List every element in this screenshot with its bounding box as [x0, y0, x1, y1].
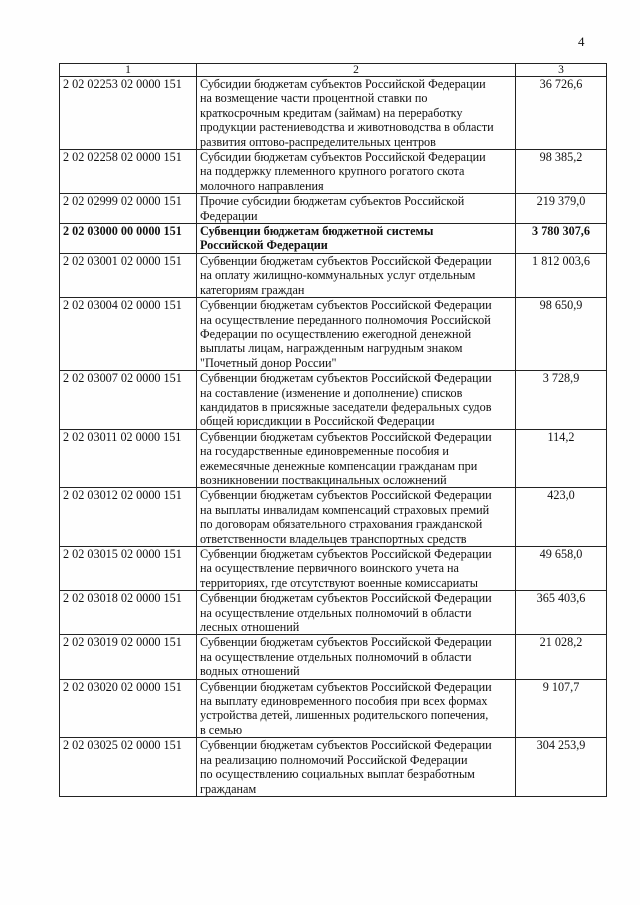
- revenue-item-name-line: кандидатов в присяжные заседатели федеральных судов: [200, 399, 492, 414]
- budget-classification-code: 2 02 03025 02 0000 151: [60, 738, 197, 797]
- revenue-item-name: [197, 77, 516, 150]
- revenue-item-name-line: на поддержку племенного крупного рогатого скота: [200, 164, 465, 179]
- revenue-item-name: [197, 224, 516, 254]
- table-row: [60, 488, 607, 547]
- revenue-item-name-line: Российской Федерации: [200, 238, 328, 253]
- page-number: 4: [578, 34, 585, 49]
- revenue-item-name-line: территориях, где отсутствуют военные комиссариаты: [200, 575, 478, 590]
- budget-classification-code: 2 02 02999 02 0000 151: [60, 194, 197, 224]
- revenue-item-name-line: общей юрисдикции в Российской Федерации: [200, 414, 435, 429]
- amount-thousand-rubles: 49 658,0: [516, 547, 607, 591]
- revenue-item-name: [197, 488, 516, 547]
- amount-thousand-rubles: 98 385,2: [516, 150, 607, 194]
- revenue-item-name-line: на выплаты инвалидам компенсаций страховых премий: [200, 502, 490, 517]
- revenue-item-name-line: выплаты лицам, награжденным нагрудным знаком: [200, 341, 463, 356]
- amount-thousand-rubles: 304 253,9: [516, 738, 607, 797]
- revenue-item-name-line: Субвенции бюджетам субъектов Российской Федерации: [200, 253, 492, 268]
- revenue-item-name-line: продукции растениеводства и животноводства в области: [200, 120, 494, 135]
- table-row: [60, 591, 607, 635]
- budget-classification-code: 2 02 02258 02 0000 151: [60, 150, 197, 194]
- table-row: [60, 635, 607, 679]
- column-number-amount: 3: [516, 64, 607, 77]
- revenue-item-name: [197, 298, 516, 371]
- table-row: [60, 429, 607, 488]
- revenue-item-name-line: Субвенции бюджетам бюджетной системы: [200, 224, 434, 239]
- revenue-item-name-line: на оплату жилищно-коммунальных услуг отдельным: [200, 268, 476, 283]
- revenue-item-name-line: на выплату единовременного пособия при всех формах: [200, 694, 488, 709]
- amount-thousand-rubles: 98 650,9: [516, 298, 607, 371]
- revenue-item-name: [197, 194, 516, 224]
- revenue-item-name-line: на осуществление отдельных полномочий в области: [200, 605, 472, 620]
- revenue-item-name: [197, 547, 516, 591]
- table-row: [60, 679, 607, 738]
- table-row: [60, 77, 607, 150]
- revenue-item-name-line: по осуществлению социальных выплат безработным: [200, 767, 475, 782]
- revenue-item-name-line: Федерации: [200, 208, 258, 223]
- revenue-item-name: [197, 371, 516, 430]
- budget-classification-code: 2 02 03004 02 0000 151: [60, 298, 197, 371]
- revenue-item-name-line: категориям граждан: [200, 282, 305, 297]
- revenue-item-name-line: краткосрочным кредитам (займам) на переработку: [200, 105, 463, 120]
- revenue-item-name-line: по договорам обязательного страхования гражданской: [200, 517, 483, 532]
- revenue-item-name-line: Прочие субсидии бюджетам субъектов Российской: [200, 194, 465, 209]
- revenue-item-name: [197, 591, 516, 635]
- table-row: [60, 253, 607, 297]
- revenue-item-name-line: на реализацию полномочий Российской Федерации: [200, 752, 468, 767]
- table-row: [60, 194, 607, 224]
- revenue-item-name-line: на осуществление переданного полномочия Российской: [200, 312, 491, 327]
- revenue-item-name-line: Субвенции бюджетам субъектов Российской Федерации: [200, 591, 492, 606]
- revenue-item-name-line: устройства детей, лишенных родительского попечения,: [200, 708, 489, 723]
- budget-classification-code: 2 02 03018 02 0000 151: [60, 591, 197, 635]
- budget-classification-code: 2 02 03000 00 0000 151: [60, 224, 197, 254]
- budget-classification-code: 2 02 03007 02 0000 151: [60, 371, 197, 430]
- revenue-item-name: [197, 253, 516, 297]
- amount-thousand-rubles: 3 728,9: [516, 371, 607, 430]
- revenue-item-name-line: ответственности владельцев транспортных средств: [200, 531, 467, 546]
- revenue-item-name-line: на государственные единовременные пособия и: [200, 444, 449, 459]
- revenue-item-name-line: Субвенции бюджетам субъектов Российской Федерации: [200, 429, 492, 444]
- budget-classification-code: 2 02 03012 02 0000 151: [60, 488, 197, 547]
- column-number-name: 2: [197, 64, 516, 77]
- revenue-item-name: [197, 635, 516, 679]
- revenue-item-name-line: ежемесячные денежные компенсации гражданам при: [200, 458, 478, 473]
- table-row: [60, 150, 607, 194]
- column-number-code: 1: [60, 64, 197, 77]
- budget-classification-code: 2 02 03019 02 0000 151: [60, 635, 197, 679]
- budget-classification-code: 2 02 03015 02 0000 151: [60, 547, 197, 591]
- revenue-item-name-line: на возмещение части процентной ставки по: [200, 91, 428, 106]
- budget-classification-code: 2 02 03020 02 0000 151: [60, 679, 197, 738]
- amount-thousand-rubles: 423,0: [516, 488, 607, 547]
- revenue-item-name: [197, 429, 516, 488]
- revenue-item-name-line: в семью: [200, 722, 243, 737]
- revenue-item-name-line: Субвенции бюджетам субъектов Российской Федерации: [200, 679, 492, 694]
- amount-thousand-rubles: 9 107,7: [516, 679, 607, 738]
- revenue-item-name-line: возникновении поствакцинальных осложнений: [200, 472, 447, 487]
- revenue-item-name-line: Субвенции бюджетам субъектов Российской Федерации: [200, 738, 492, 753]
- table-row: [60, 224, 607, 254]
- table-row: [60, 738, 607, 797]
- budget-classification-code: 2 02 02253 02 0000 151: [60, 77, 197, 150]
- revenue-item-name: [197, 679, 516, 738]
- revenue-item-name-line: Субсидии бюджетам субъектов Российской Федерации: [200, 77, 486, 91]
- amount-thousand-rubles: 36 726,6: [516, 77, 607, 150]
- revenue-item-name-line: Субвенции бюджетам субъектов Российской Федерации: [200, 298, 492, 313]
- revenue-item-name-line: на составление (изменение и дополнение) списков: [200, 385, 463, 400]
- column-number-row: [60, 64, 607, 77]
- amount-thousand-rubles: 3 780 307,6: [516, 224, 607, 254]
- amount-thousand-rubles: 219 379,0: [516, 194, 607, 224]
- revenue-item-name-line: молочного направления: [200, 178, 324, 193]
- table-row: [60, 298, 607, 371]
- budget-revenue-table: [59, 63, 607, 797]
- amount-thousand-rubles: 365 403,6: [516, 591, 607, 635]
- amount-thousand-rubles: 1 812 003,6: [516, 253, 607, 297]
- budget-classification-code: 2 02 03001 02 0000 151: [60, 253, 197, 297]
- revenue-item-name-line: Субвенции бюджетам субъектов Российской Федерации: [200, 547, 492, 561]
- revenue-item-name-line: Субвенции бюджетам субъектов Российской Федерации: [200, 371, 492, 386]
- budget-classification-code: 2 02 03011 02 0000 151: [60, 429, 197, 488]
- amount-thousand-rubles: 21 028,2: [516, 635, 607, 679]
- revenue-item-name: [197, 738, 516, 797]
- table-row: [60, 547, 607, 591]
- amount-thousand-rubles: 114,2: [516, 429, 607, 488]
- revenue-item-name-line: гражданам: [200, 781, 257, 796]
- revenue-item-name-line: "Почетный донор России": [200, 355, 337, 370]
- revenue-item-name-line: Субвенции бюджетам субъектов Российской Федерации: [200, 488, 492, 503]
- table-row: [60, 371, 607, 430]
- revenue-item-name-line: на осуществление первичного воинского учета на: [200, 561, 459, 576]
- revenue-item-name-line: Федерации по осуществлению ежегодной денежной: [200, 326, 472, 341]
- revenue-item-name: [197, 150, 516, 194]
- revenue-item-name-line: Субсидии бюджетам субъектов Российской Федерации: [200, 150, 486, 165]
- revenue-item-name-line: на осуществление отдельных полномочий в области: [200, 649, 472, 664]
- revenue-item-name-line: водных отношений: [200, 664, 300, 679]
- revenue-item-name-line: Субвенции бюджетам субъектов Российской Федерации: [200, 635, 492, 650]
- revenue-item-name-line: развития оптово-распределительных центров: [200, 134, 436, 149]
- revenue-item-name-line: лесных отношений: [200, 620, 300, 635]
